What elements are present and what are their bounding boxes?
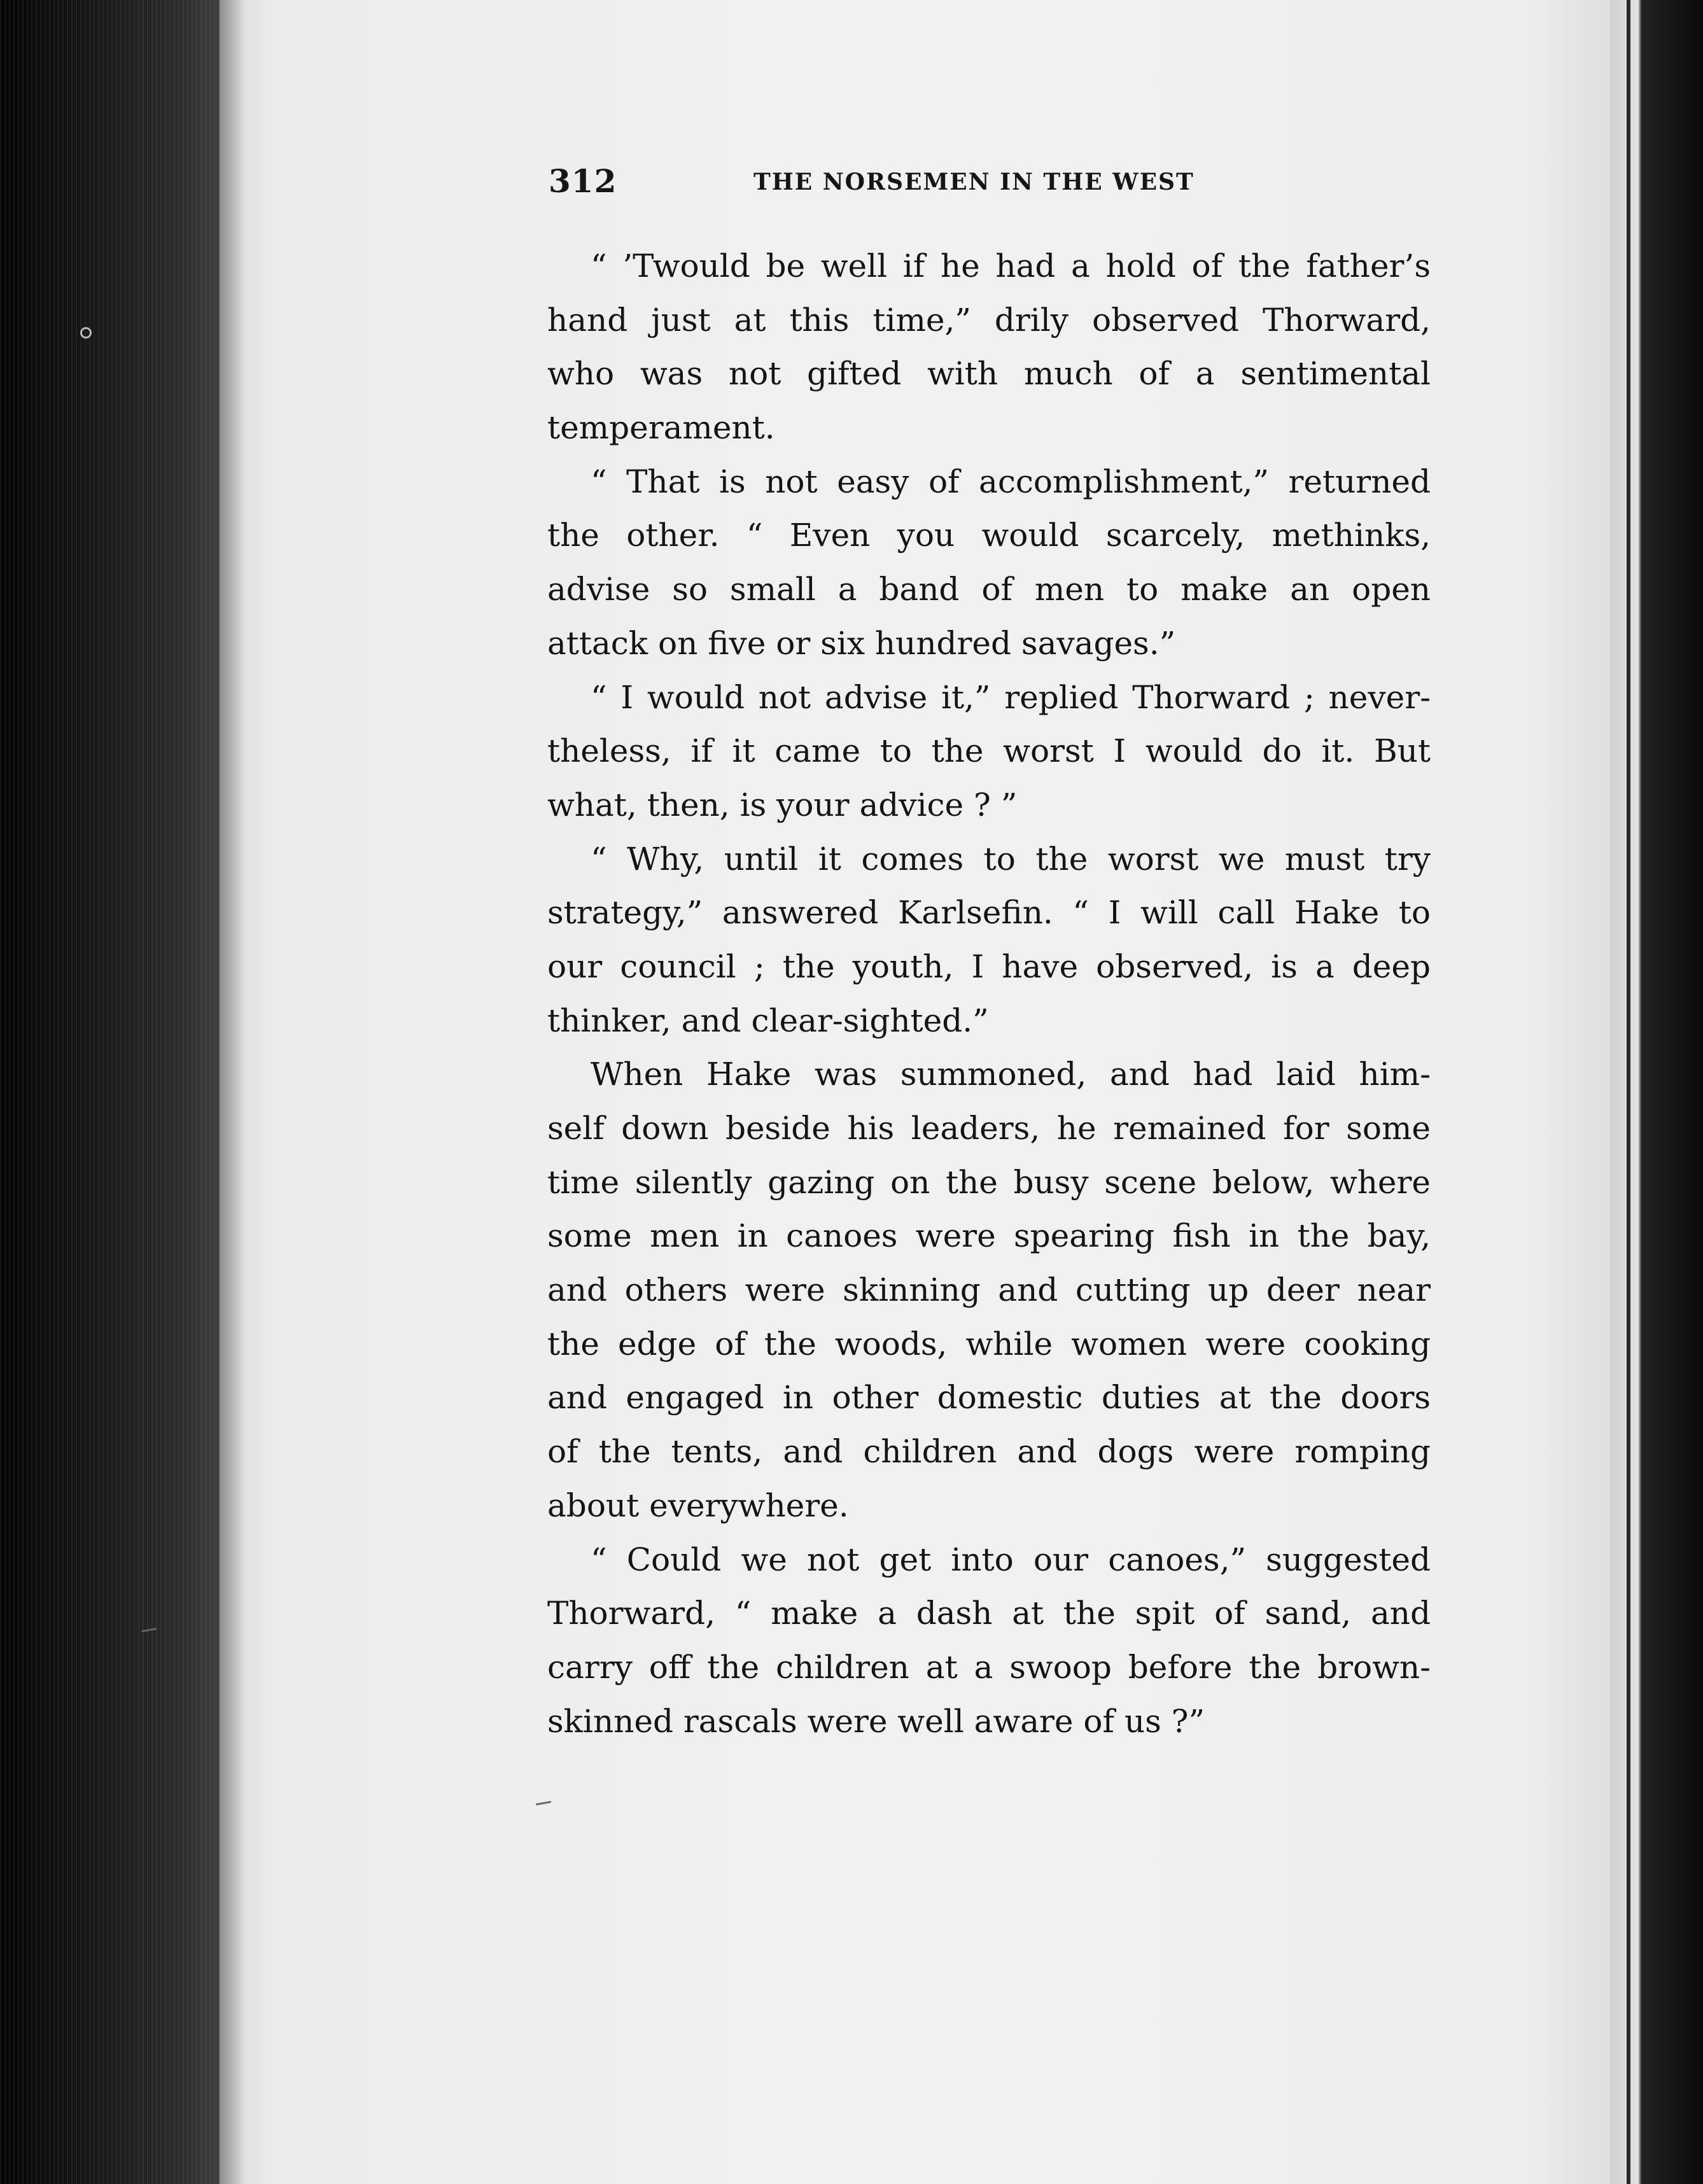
running-title: THE NORSEMEN IN THE WEST (753, 169, 1195, 195)
running-head (549, 159, 1226, 204)
text-line: what, then, is your advice ? ” (547, 786, 1018, 823)
text-line: the edge of the woods, while women were cooking (547, 1325, 1431, 1362)
text-line: the other. “ Even you would scarcely, methinks, (547, 517, 1431, 554)
text-line: skinned rascals were well aware of us ?” (547, 1702, 1205, 1740)
text-line: self down beside his leaders, he remained for some (547, 1110, 1431, 1147)
page-number: 312 (549, 162, 617, 200)
next-page-edge (1610, 0, 1703, 2184)
text-line: and engaged in other domestic duties at the doors (547, 1379, 1431, 1417)
binding-mark (80, 327, 92, 339)
text-line: carry off the children at a swoop before the brown- (547, 1648, 1431, 1686)
text-line: thinker, and clear-sighted.” (547, 1002, 989, 1039)
body-text (547, 239, 1431, 1748)
text-line: of the tents, and children and dogs were romping (547, 1433, 1431, 1471)
page-gutter-shadow (220, 0, 245, 2184)
text-line: time silently gazing on the busy scene below, where (547, 1163, 1431, 1201)
text-line: advise so small a band of men to make an open (547, 571, 1431, 608)
text-line: our council ; the youth, I have observed, is a deep (547, 948, 1431, 985)
text-line: about everywhere. (547, 1487, 849, 1524)
text-line: “ That is not easy of accomplishment,” returned (591, 463, 1431, 500)
text-line: When Hake was summoned, and had laid him- (591, 1056, 1431, 1093)
text-line: strategy,” answered Karlsefin. “ I will call Hake to (547, 894, 1431, 932)
text-line: “ I would not advise it,” replied Thorward ; never- (591, 678, 1431, 716)
text-line: some men in canoes were spearing fish in the bay, (547, 1217, 1431, 1255)
text-line: and others were skinning and cutting up deer near (547, 1271, 1431, 1309)
text-line: attack on five or six hundred savages.” (547, 624, 1176, 662)
page-edge-line (1627, 0, 1630, 2184)
book-binding (0, 0, 229, 2184)
text-line: “ ’Twould be well if he had a hold of the father’s (591, 248, 1431, 284)
text-line: theless, if it came to the worst I would do it. But (547, 732, 1431, 770)
text-line: who was not gifted with much of a sentimental (547, 355, 1431, 393)
text-line: Thorward, “ make a dash at the spit of sand, and (547, 1595, 1431, 1632)
text-line: temperament. (547, 409, 775, 447)
text-line: “ Why, until it comes to the worst we must try (591, 840, 1431, 878)
text-line: hand just at this time,” drily observed Thorward, (547, 301, 1431, 339)
text-line: “ Could we not get into our canoes,” suggested (591, 1541, 1431, 1578)
